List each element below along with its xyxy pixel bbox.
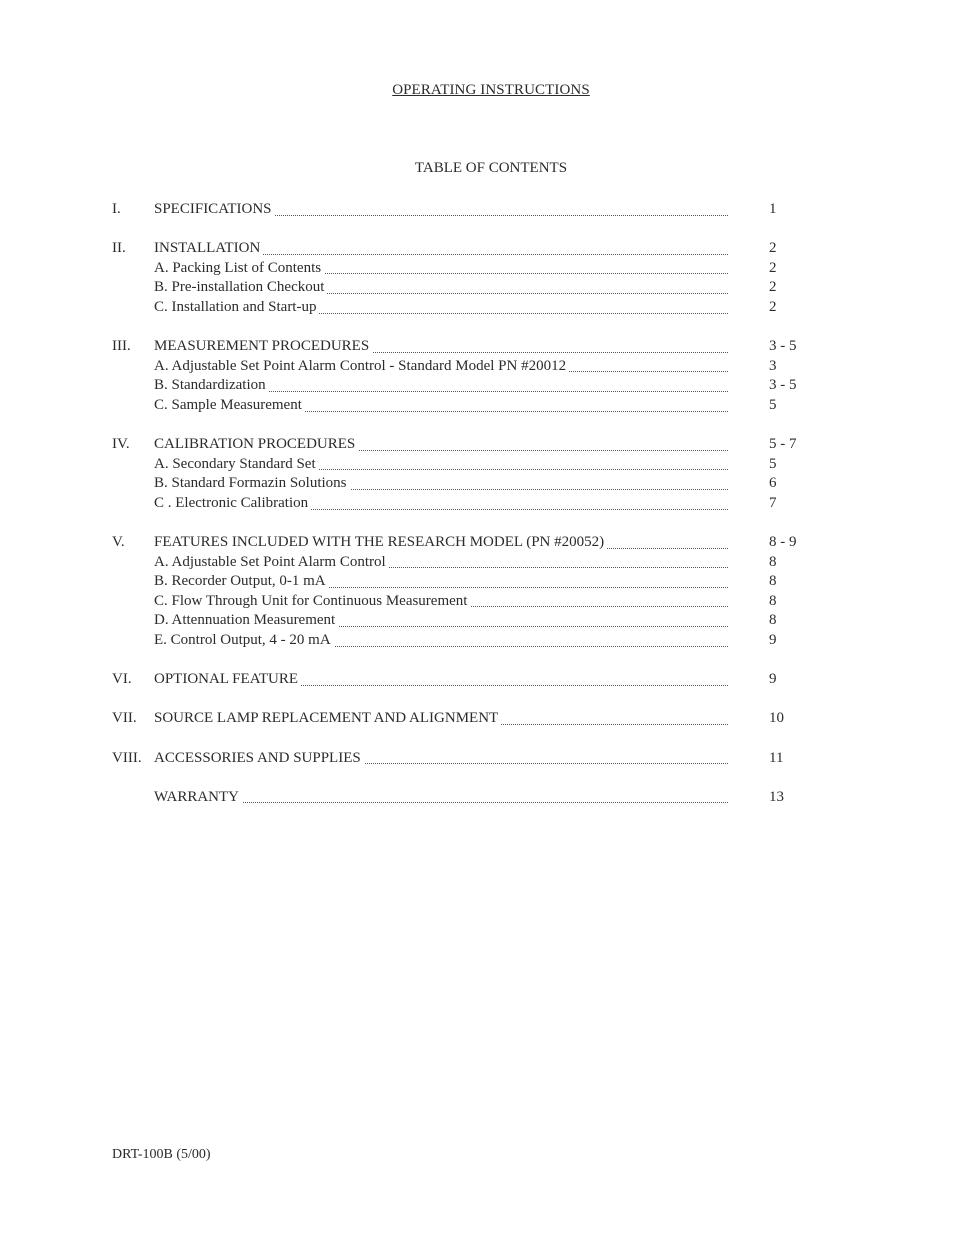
page-number: 3 - 5 <box>769 377 797 394</box>
toc-section-entry <box>154 749 728 769</box>
toc-section-line[interactable] <box>112 435 832 455</box>
toc-section-line[interactable] <box>112 670 832 690</box>
toc-subentry-title: C . Electronic Calibration <box>154 495 311 511</box>
document-title: OPERATING INSTRUCTIONS <box>392 82 590 98</box>
toc-section-title: CALIBRATION PROCEDURES <box>154 436 358 452</box>
section-numeral: I. <box>112 201 121 217</box>
toc-subentry-entry <box>154 494 728 514</box>
page-number: 5 <box>769 455 777 472</box>
table-of-contents <box>112 200 832 807</box>
toc-subentry-entry <box>154 357 728 377</box>
page-number: 2 <box>769 240 777 257</box>
page-number: 2 <box>769 279 777 296</box>
toc-section-title: MEASUREMENT PROCEDURES <box>154 338 372 354</box>
toc-subentry-title: A. Secondary Standard Set <box>154 456 319 472</box>
page-number: 2 <box>769 259 777 276</box>
toc-section-entry <box>154 709 728 729</box>
toc-subentry-line[interactable] <box>112 357 832 377</box>
toc-section-line[interactable] <box>112 533 832 553</box>
section-spacer <box>112 651 832 671</box>
toc-section-entry <box>154 788 728 808</box>
toc-subentry-title: C. Sample Measurement <box>154 397 305 413</box>
toc-subentry-line[interactable] <box>112 592 832 612</box>
toc-subentry-entry <box>154 396 728 416</box>
toc-subentry-title: A. Adjustable Set Point Alarm Control - Standard Model PN #20012 <box>154 358 569 374</box>
toc-subentry-line[interactable] <box>112 396 832 416</box>
toc-section-entry <box>154 533 728 553</box>
toc-heading: TABLE OF CONTENTS <box>414 160 568 176</box>
toc-section-line[interactable] <box>112 788 832 808</box>
page-number: 8 <box>769 553 777 570</box>
toc-subentry-line[interactable] <box>112 278 832 298</box>
toc-subentry-title: B. Standardization <box>154 377 269 393</box>
page-number: 2 <box>769 298 777 315</box>
toc-section-entry <box>154 239 728 259</box>
toc-section-title: INSTALLATION <box>154 240 263 256</box>
toc-section-title: ACCESSORIES AND SUPPLIES <box>154 750 364 766</box>
section-numeral: V. <box>112 534 125 551</box>
section-spacer <box>112 729 832 749</box>
toc-section-title: SPECIFICATIONS <box>154 201 275 217</box>
page-number: 13 <box>769 788 784 805</box>
toc-subentry-entry <box>154 572 728 592</box>
toc-section-title: FEATURES INCLUDED WITH THE RESEARCH MODEL (PN #20052) <box>154 534 607 550</box>
page-number: 11 <box>769 749 784 766</box>
toc-section-title: SOURCE LAMP REPLACEMENT AND ALIGNMENT <box>154 710 501 726</box>
toc-subentry-line[interactable] <box>112 611 832 631</box>
toc-subentry-title: C. Installation and Start-up <box>154 299 319 315</box>
toc-section-line[interactable] <box>112 239 832 259</box>
toc-subentry-entry <box>154 631 728 651</box>
page-number: 8 <box>769 612 777 629</box>
section-spacer <box>112 690 832 710</box>
toc-subentry-line[interactable] <box>112 474 832 494</box>
page-number: 9 <box>769 671 777 688</box>
toc-subentry-entry <box>154 455 728 475</box>
section-numeral: VII. <box>112 710 137 727</box>
toc-section-entry <box>154 435 728 455</box>
page-number: 8 <box>769 592 777 609</box>
toc-subentry-title: B. Standard Formazin Solutions <box>154 475 350 491</box>
document-code: DRT-100B (5/00) <box>112 1147 211 1162</box>
toc-section-entry <box>154 200 728 220</box>
toc-section-line[interactable] <box>112 337 832 357</box>
toc-section-line[interactable] <box>112 200 832 220</box>
page-number: 8 - 9 <box>769 534 797 551</box>
toc-section-line[interactable] <box>112 749 832 769</box>
page-number: 1 <box>769 201 777 217</box>
section-spacer <box>112 768 832 788</box>
toc-subentry-title: B. Pre-installation Checkout <box>154 279 327 295</box>
toc-subentry-entry <box>154 259 728 279</box>
section-numeral: VIII. <box>112 749 142 766</box>
toc-subentry-line[interactable] <box>112 631 832 651</box>
toc-subentry-line[interactable] <box>112 494 832 514</box>
section-spacer <box>112 318 832 338</box>
toc-section-entry <box>154 337 728 357</box>
page-number: 6 <box>769 475 777 492</box>
toc-section-title: WARRANTY <box>154 789 242 805</box>
toc-subentry-title: C. Flow Through Unit for Continuous Measurement <box>154 593 470 609</box>
section-spacer <box>112 514 832 534</box>
toc-subentry-entry <box>154 298 728 318</box>
section-spacer <box>112 416 832 436</box>
page-number: 5 <box>769 396 777 413</box>
page-number: 9 <box>769 632 777 649</box>
toc-subentry-title: A. Packing List of Contents <box>154 260 324 276</box>
toc-subentry-line[interactable] <box>112 259 832 279</box>
toc-subentry-line[interactable] <box>112 455 832 475</box>
toc-subentry-entry <box>154 278 728 298</box>
toc-subentry-title: E. Control Output, 4 - 20 mA <box>154 632 334 648</box>
toc-subentry-line[interactable] <box>112 553 832 573</box>
toc-section-entry <box>154 670 728 690</box>
toc-subentry-title: A. Adjustable Set Point Alarm Control <box>154 554 389 570</box>
page-number: 3 <box>769 357 777 374</box>
page-number: 3 - 5 <box>769 338 797 355</box>
toc-subentry-line[interactable] <box>112 298 832 318</box>
toc-subentry-entry <box>154 592 728 612</box>
page-number: 5 - 7 <box>769 436 797 453</box>
page-number: 7 <box>769 494 777 511</box>
toc-subentry-line[interactable] <box>112 376 832 396</box>
toc-section-line[interactable] <box>112 709 832 729</box>
toc-subentry-title: B. Recorder Output, 0-1 mA <box>154 573 329 589</box>
section-numeral: VI. <box>112 671 132 688</box>
toc-subentry-entry <box>154 611 728 631</box>
section-numeral: IV. <box>112 436 130 453</box>
page-number: 10 <box>769 710 784 727</box>
toc-subentry-title: D. Attennuation Measurement <box>154 612 338 628</box>
toc-subentry-line[interactable] <box>112 572 832 592</box>
section-spacer <box>112 220 832 240</box>
section-numeral: II. <box>112 240 126 257</box>
toc-subentry-entry <box>154 376 728 396</box>
page-number: 8 <box>769 573 777 590</box>
toc-section-title: OPTIONAL FEATURE <box>154 671 301 687</box>
toc-subentry-entry <box>154 474 728 494</box>
toc-subentry-entry <box>154 553 728 573</box>
section-numeral: III. <box>112 338 131 355</box>
